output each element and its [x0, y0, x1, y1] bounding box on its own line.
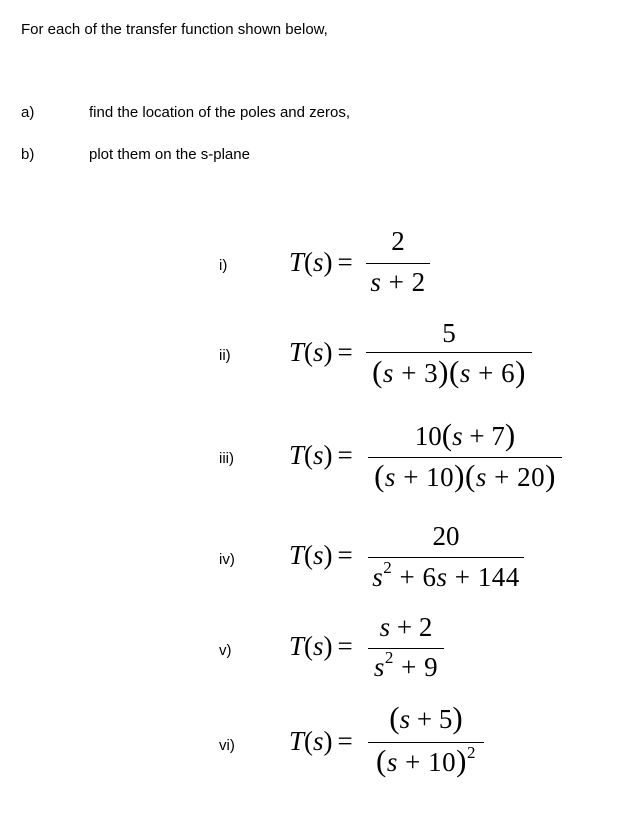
equation-lhs: T(s) = — [289, 726, 353, 756]
task-b-text: plot them on the s-plane — [89, 146, 250, 163]
equation-numerator: 10(s + 7) — [414, 417, 516, 452]
equation-label: vi) — [219, 737, 235, 754]
equation-lhs: T(s) = — [289, 540, 353, 570]
equation-label: i) — [219, 257, 228, 274]
equation-numerator: 20 — [432, 521, 460, 551]
fraction-bar — [366, 263, 430, 264]
intro-text: For each of the transfer function shown below, — [21, 21, 328, 38]
equation-label: ii) — [219, 347, 231, 364]
equation-denominator: (s + 3)(s + 6) — [372, 354, 526, 389]
equation-label: v) — [219, 642, 232, 659]
equation-lhs: T(s) = — [289, 337, 353, 367]
equation-numerator: 2 — [391, 226, 405, 256]
equation-denominator: $(s + 10)^2$ — [376, 743, 476, 778]
task-a-letter: a) — [21, 104, 35, 121]
equation-numerator: 5 — [442, 318, 456, 348]
task-a-text: find the location of the poles and zeros, — [89, 104, 351, 121]
equation-lhs: T(s) = — [289, 631, 353, 661]
equation-label: iii) — [219, 450, 234, 467]
equation-numerator: s + 2 — [379, 612, 433, 642]
equation-numerator: (s + 5) — [389, 700, 463, 735]
equation-denominator: s + 2 — [370, 267, 426, 297]
equation-denominator: (s + 10)(s + 20) — [374, 458, 556, 493]
equation-label: iv) — [219, 551, 235, 568]
equation-denominator: $s^2 + 6s + 144$ — [372, 558, 520, 592]
equation-lhs: T(s) = — [289, 440, 353, 470]
equation-lhs: T(s) = — [289, 247, 353, 277]
equation-denominator: $s^2 + 9$ — [373, 648, 439, 682]
fraction-bar — [368, 648, 444, 649]
task-b-letter: b) — [21, 146, 35, 163]
fraction-bar — [366, 352, 532, 353]
